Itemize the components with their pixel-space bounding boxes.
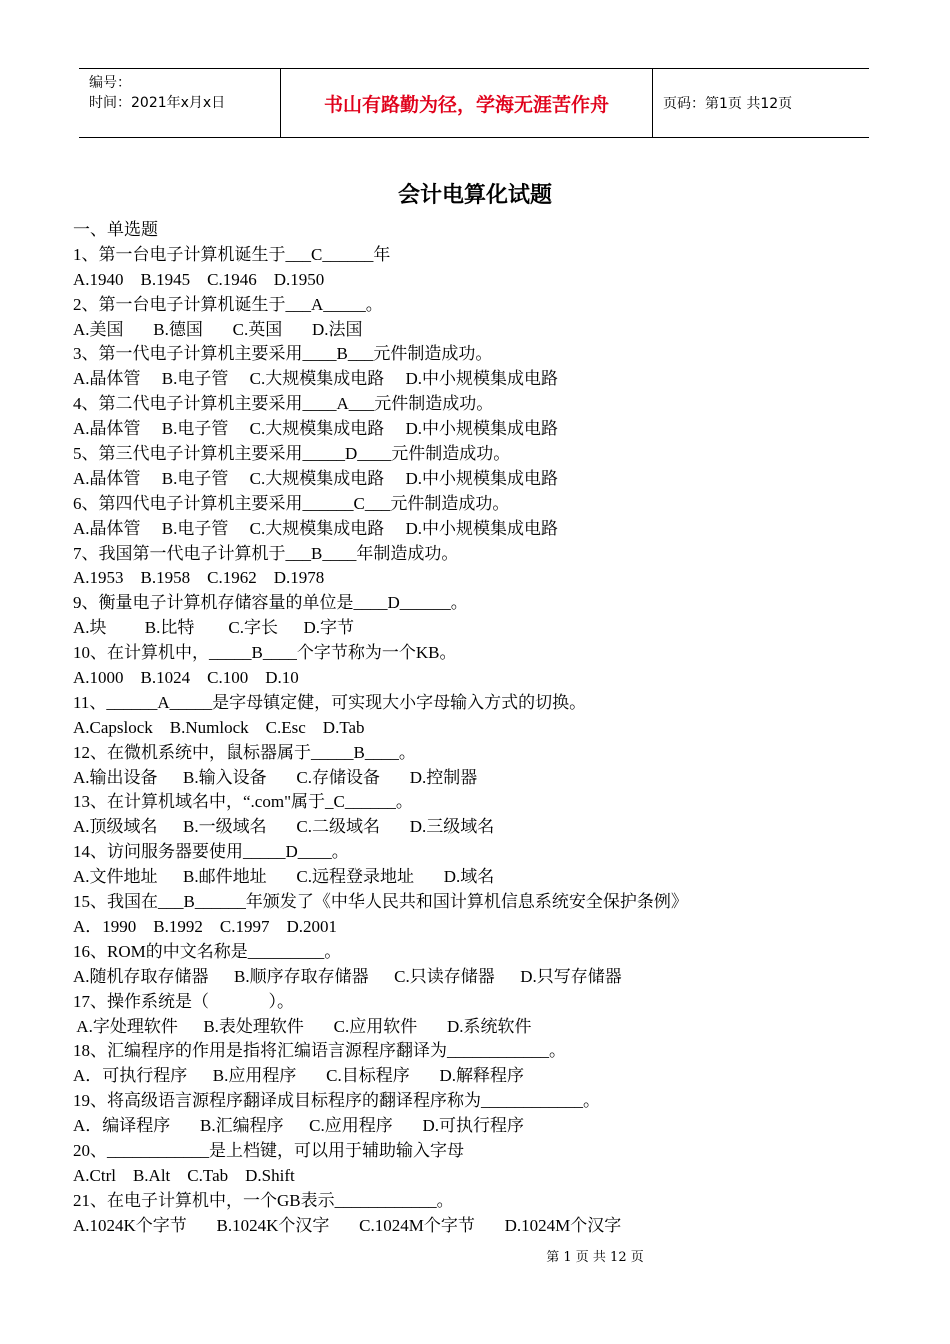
text-line: A.晶体管 B.电子管 C.大规模集成电路 D.中小规模集成电路: [73, 468, 558, 488]
page-footer: 第 1 页 共 12 页: [546, 1250, 644, 1265]
text-line: 17、操作系统是（ ）。: [73, 991, 294, 1011]
text-line: 10、在计算机中，_____B____个字节称为一个KB。: [73, 643, 457, 663]
text-line: A.随机存取存储器 B.顺序存取存储器 C.只读存储器 D.只写存储器: [73, 966, 622, 986]
text-line: A.1940 B.1945 C.1946 D.1950: [73, 269, 325, 289]
text-line: A.块 B.比特 C.字长 D.字节: [73, 618, 354, 638]
text-line: 11、______A_____是字母镇定健，可实现大小字母输入方式的切换。: [73, 692, 587, 712]
text-line: A．编译程序 B.汇编程序 C.应用程序 D.可执行程序: [73, 1116, 524, 1136]
document-title: 会计电算化试题: [397, 183, 552, 208]
text-line: 18、汇编程序的作用是指将汇编语言源程序翻译为____________。: [73, 1041, 566, 1061]
text-line: A.Capslock B.Numlock C.Esc D.Tab: [73, 717, 365, 737]
text-line: A.文件地址 B.邮件地址 C.远程登录地址 D.域名: [73, 867, 495, 887]
text-line: A.Ctrl B.Alt C.Tab D.Shift: [73, 1165, 295, 1185]
header-table: [79, 68, 869, 138]
text-line: A.美国 B.德国 C.英国 D.法国: [73, 319, 363, 339]
text-line: 15、我国在___B______年颁发了《中华人民共和国计算机信息系统安全保护条例》: [73, 892, 688, 912]
time-label: 时间：2021年x月x日: [89, 95, 226, 111]
text-line: A.1000 B.1024 C.100 D.10: [73, 668, 299, 688]
text-line: 3、第一代电子计算机主要采用____B___元件制造成功。: [73, 344, 493, 364]
text-line: 1、第一台电子计算机诞生于___C______年: [73, 244, 391, 264]
question-body: [73, 218, 873, 1239]
text-line: 16、ROM的中文名称是_________。: [73, 941, 342, 961]
text-line: 6、第四代电子计算机主要采用______C___元件制造成功。: [73, 493, 510, 513]
text-line: A.1953 B.1958 C.1962 D.1978: [73, 568, 325, 588]
text-line: A.1024K个字节 B.1024K个汉字 C.1024M个字节 D.1024M个汉字: [73, 1215, 622, 1235]
header-page-cell: [653, 69, 869, 137]
text-line: A.顶级域名 B.一级域名 C.二级域名 D.三级域名: [73, 817, 495, 837]
text-line: A．1990 B.1992 C.1997 D.2001: [73, 916, 337, 936]
text-line: A.输出设备 B.输入设备 C.存储设备 D.控制器: [73, 767, 478, 787]
text-line: 4、第二代电子计算机主要采用____A___元件制造成功。: [73, 394, 494, 414]
text-line: 19、将高级语言源程序翻译成目标程序的翻译程序称为____________。: [73, 1091, 600, 1111]
header-left-cell: [79, 69, 280, 137]
text-line: A.晶体管 B.电子管 C.大规模集成电路 D.中小规模集成电路: [73, 369, 558, 389]
text-line: 9、衡量电子计算机存储容量的单位是____D______。: [73, 593, 468, 613]
text-line: 5、第三代电子计算机主要采用_____D____元件制造成功。: [73, 444, 511, 464]
text-line: 2、第一台电子计算机诞生于___A_____。: [73, 294, 383, 314]
text-line: A.晶体管 B.电子管 C.大规模集成电路 D.中小规模集成电路: [73, 419, 558, 439]
text-line: A.字处理软件 B.表处理软件 C.应用软件 D.系统软件: [73, 1016, 532, 1036]
text-line: A．可执行程序 B.应用程序 C.目标程序 D.解释程序: [73, 1066, 524, 1086]
text-line: 20、____________是上档键，可以用于辅助输入字母: [73, 1140, 464, 1160]
text-line: 21、在电子计算机中，一个GB表示____________。: [73, 1190, 454, 1210]
text-line: A.晶体管 B.电子管 C.大规模集成电路 D.中小规模集成电路: [73, 518, 558, 538]
number-label: 编号：: [89, 75, 131, 91]
header-motto-cell: [280, 69, 653, 137]
text-line: 13、在计算机域名中，“.com"属于_C______。: [73, 792, 413, 812]
motto-text: 书山有路勤为径，学海无涯苦作舟: [323, 93, 609, 116]
page-info: 页码：第1页 共12页: [663, 96, 793, 112]
text-line: 12、在微机系统中，鼠标器属于_____B____。: [73, 742, 416, 762]
text-line: 14、访问服务器要使用_____D____。: [73, 842, 349, 862]
text-line: 一、单选题: [73, 220, 158, 239]
text-line: 7、我国第一代电子计算机于___B____年制造成功。: [73, 543, 459, 563]
